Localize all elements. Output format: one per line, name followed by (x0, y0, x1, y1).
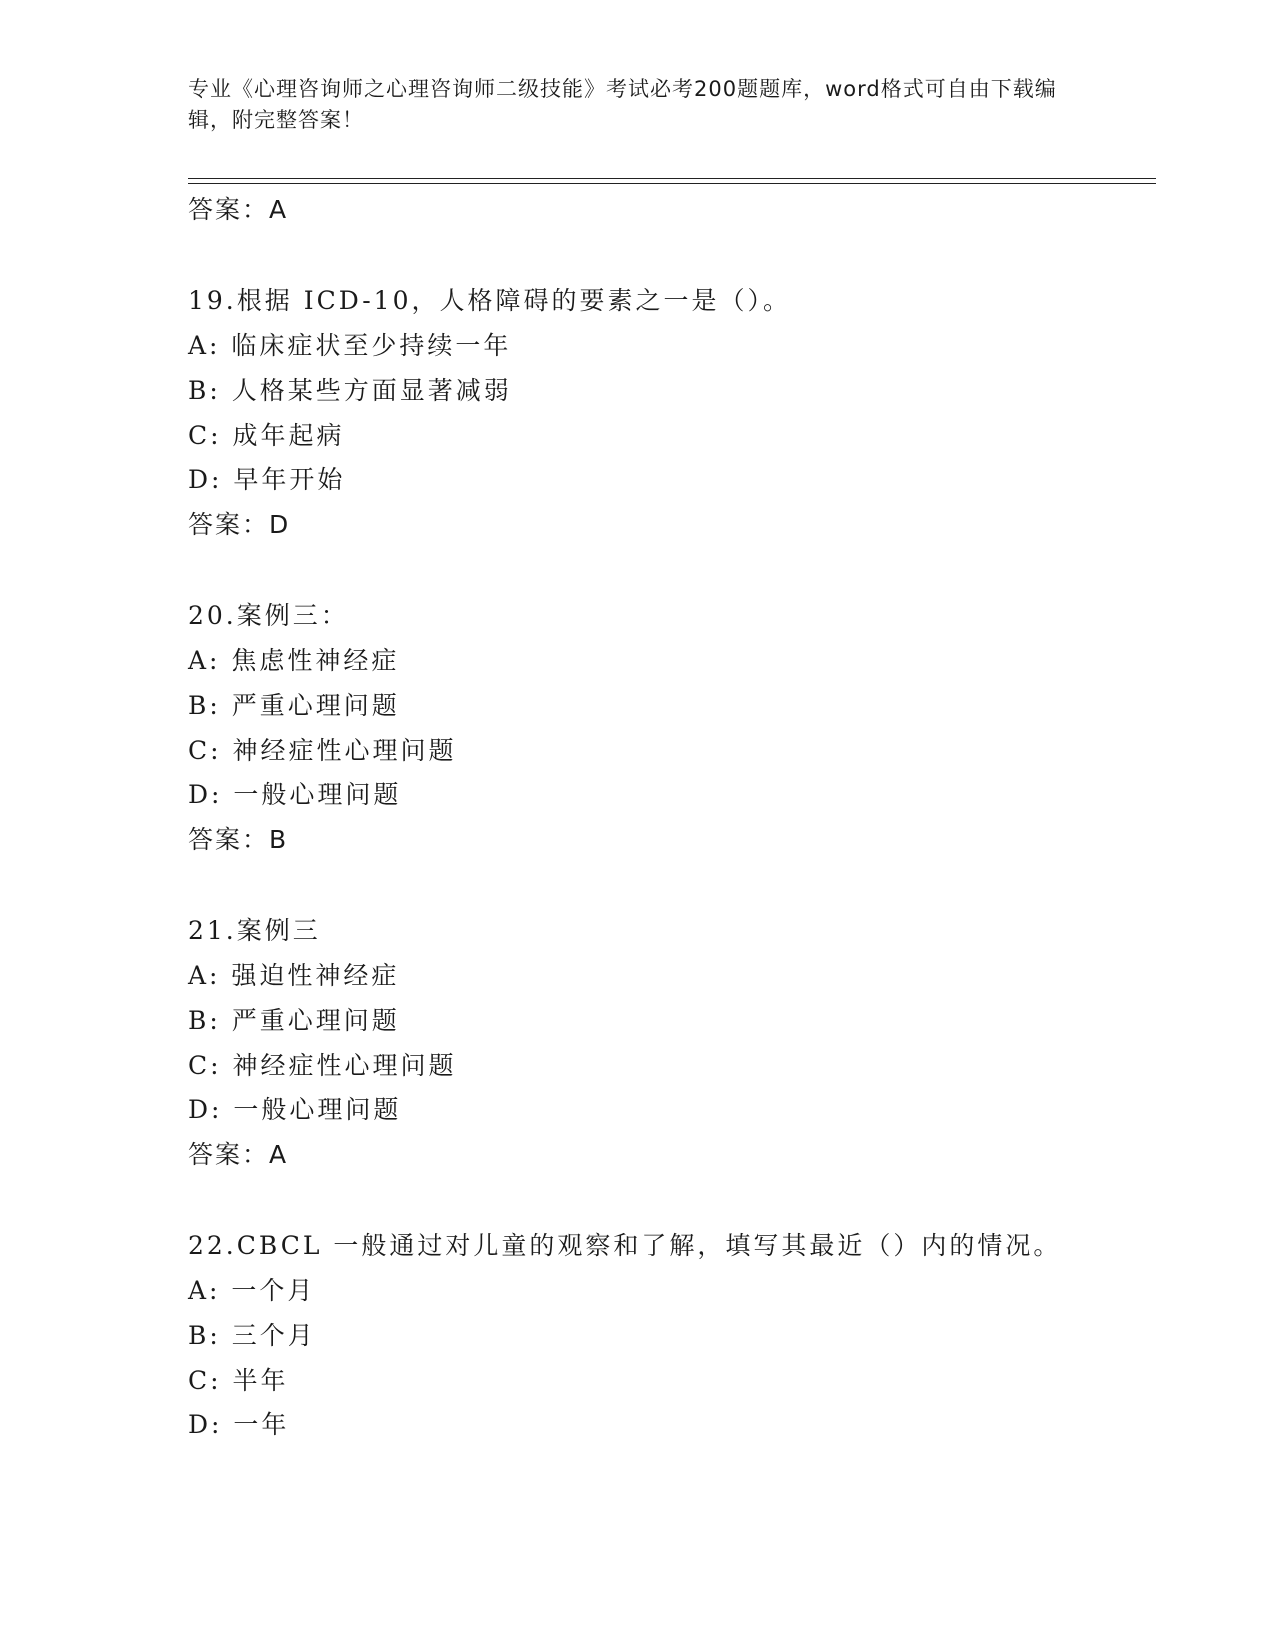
question-19-answer: 答案：D (188, 510, 291, 539)
document-header: 专业《心理咨询师之心理咨询师二级技能》考试必考200题题库，word格式可自由下载编辑，附完整答案！ (188, 77, 1057, 132)
question-21-option-a: A: 强迫性神经症 (188, 961, 400, 990)
question-21-stem: 21.案例三 (188, 916, 321, 945)
question-20-answer: 答案：B (188, 825, 289, 854)
question-21-option-c: C: 神经症性心理问题 (188, 1051, 457, 1080)
question-20-stem: 20.案例三： (188, 601, 349, 630)
question-19-option-c: C: 成年起病 (188, 421, 345, 450)
question-21-answer: 答案：A (188, 1140, 289, 1169)
question-19-option-d: D: 早年开始 (188, 465, 346, 494)
header-divider-bottom (188, 183, 1156, 184)
question-20-option-a: A: 焦虑性神经症 (188, 646, 400, 675)
question-20-option-b: B: 严重心理问题 (188, 691, 400, 720)
question-22-option-b: B: 三个月 (188, 1321, 316, 1350)
question-20-option-d: D: 一般心理问题 (188, 780, 402, 809)
question-21-option-b: B: 严重心理问题 (188, 1006, 400, 1035)
header-divider-top (188, 178, 1156, 179)
question-22-stem: 22.CBCL 一般通过对儿童的观察和了解，填写其最近（）内的情况。 (188, 1231, 1062, 1260)
question-22-option-c: C: 半年 (188, 1366, 289, 1395)
question-19-stem: 19.根据 ICD-10，人格障碍的要素之一是（）。 (188, 286, 791, 315)
previous-answer: 答案：A (188, 195, 289, 224)
question-22-option-a: A: 一个月 (188, 1276, 316, 1305)
question-19-option-b: B: 人格某些方面显著减弱 (188, 376, 512, 405)
question-19-option-a: A: 临床症状至少持续一年 (188, 331, 512, 360)
question-21-option-d: D: 一般心理问题 (188, 1095, 402, 1124)
question-22-option-d: D: 一年 (188, 1410, 290, 1439)
question-20-option-c: C: 神经症性心理问题 (188, 736, 457, 765)
